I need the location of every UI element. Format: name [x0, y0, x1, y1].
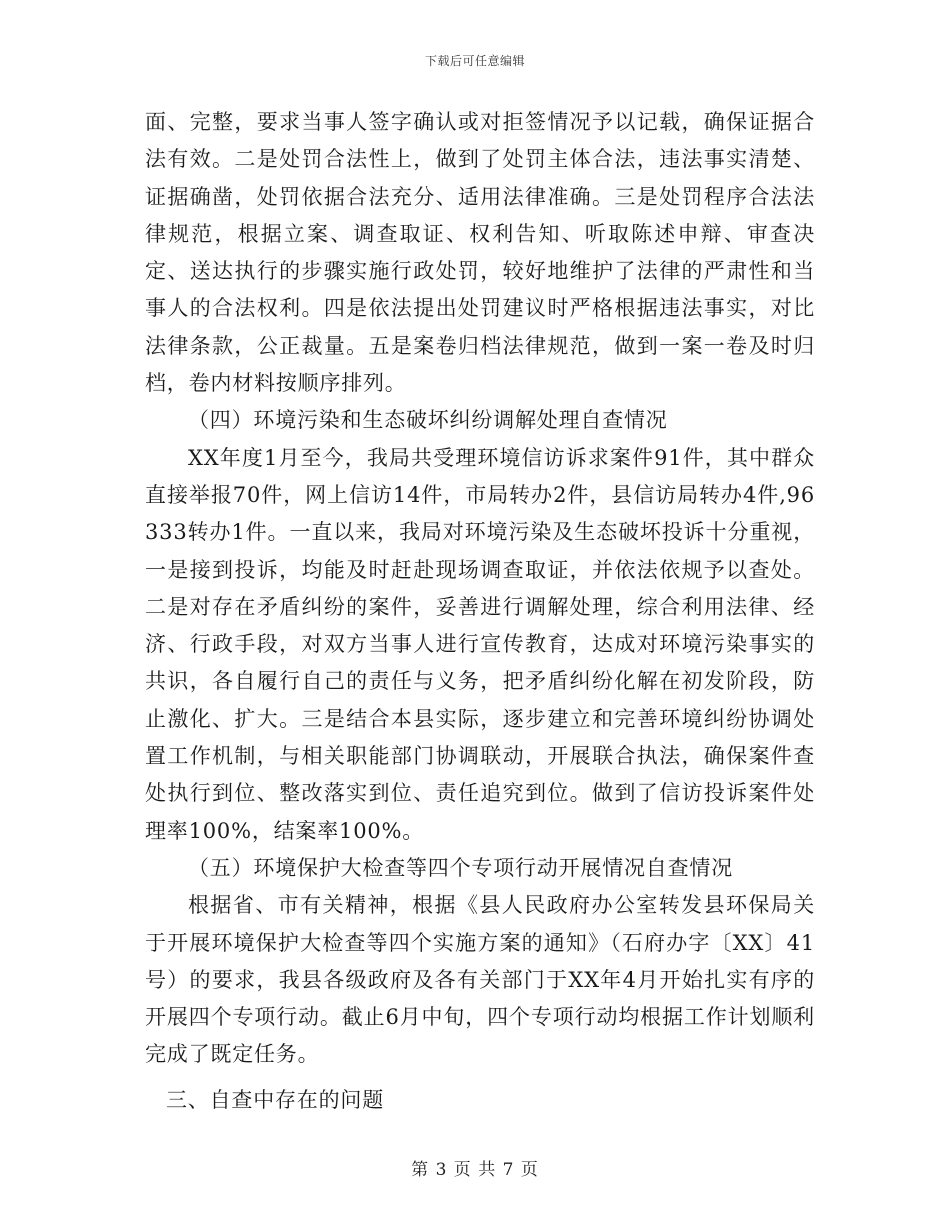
header-note: 下载后可任意编辑 [424, 54, 525, 68]
sub-heading-5: （五）环境保护大检查等四个专项行动开展情况自查情况 [188, 855, 733, 880]
document-body [145, 104, 815, 1119]
page-label-mid: 页 共 [453, 1160, 497, 1180]
current-page-number: 3 [435, 1160, 448, 1180]
section-heading-3: 三、自查中存在的问题 [166, 1087, 384, 1112]
total-pages-number: 7 [502, 1160, 515, 1180]
page-label-suffix: 页 [520, 1160, 539, 1180]
page-footer [0, 1155, 950, 1180]
body-paragraph-continued: 面、完整，要求当事人签字确认或对拒签情况予以记载，确保证据合法有效。二是处罚合法性上，做到了处罚主体合法，违法事实清楚、证据确凿，处罚依据合法充分、适用法律准确。三是处罚程序合法法律规范，根据立案、调查取证、权利告知、听取陈述申辩、审查决定、送达执行的步骤实施行政处罚，较好地维护了法律的严肃性和当事人的合法权利。四是依法提出处罚建议时严格根据违法事实，对比法律条款，公正裁量。五是案卷归档法律规范，做到一案一卷及时归档，卷内材料按顺序排列。 [145, 110, 815, 396]
page-label-prefix: 第 [411, 1160, 430, 1180]
body-paragraph-special-actions: 根据省、市有关精神，根据《县人民政府办公室转发县环保局关于开展环境保护大检查等四个实施方案的通知》（石府办字〔XX〕41号）的要求，我县各级政府及各有关部门于XX年4月开始扎实有序的开展四个专项行动。截止6月中旬，四个专项行动均根据工作计划顺利完成了既定任务。 [145, 893, 815, 1067]
sub-heading-4: （四）环境污染和生态破坏纠纷调解处理自查情况 [188, 408, 668, 433]
body-paragraph-complaints: XX年度1月至今，我局共受理环境信访诉求案件91件，其中群众直接举报70件，网上信访14件，市局转办2件，县信访局转办4件,96333转办1件。一直以来，我局对环境污染及生态破坏投诉十分重视，一是接到投诉，均能及时赶赴现场调查取证，并依法依规予以查处。二是对存在矛盾纠纷的案件，妥善进行调解处理，综合利用法律、经济、行政手段，对双方当事人进行宣传教育，达成对环境污染事实的共识，各自履行自己的责任与义务，把矛盾纠纷化解在初发阶段，防止激化、扩大。三是结合本县实际，逐步建立和完善环境纠纷协调处置工作机制，与相关职能部门协调联动，开展联合执法，确保案件查处执行到位、整改落实到位、责任追究到位。做到了信访投诉案件处理率100%，结案率100%。 [145, 445, 815, 843]
